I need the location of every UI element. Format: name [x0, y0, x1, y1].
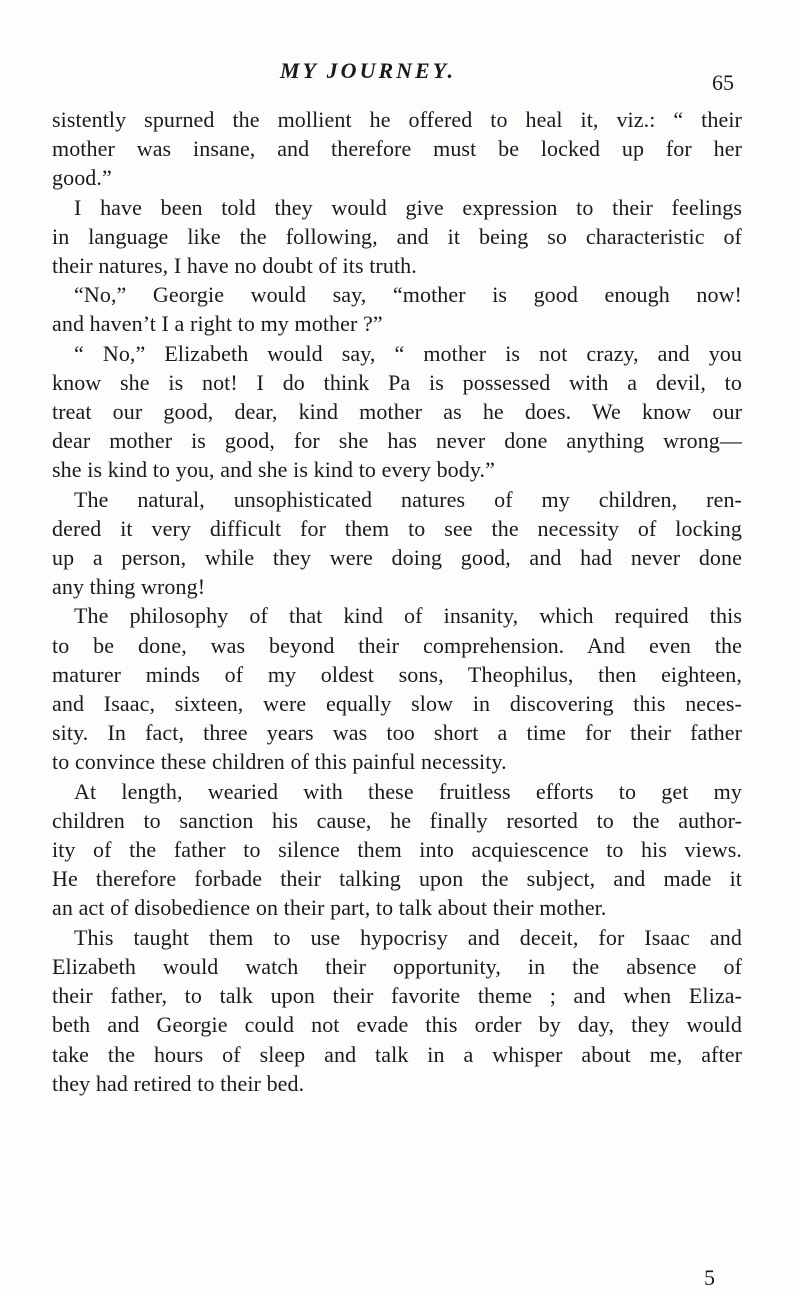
text-line: The natural, unsophisticated natures of my children, ren- — [74, 486, 742, 512]
text-line: know she is not! I do think Pa is possessed with a devil, to — [52, 369, 742, 395]
text-line: Elizabeth would watch their opportunity, in the absence of — [52, 953, 742, 979]
text-line: ity of the father to silence them into acquiescence to his views. — [52, 837, 742, 863]
text-line: sistently spurned the mollient he offered to heal it, viz.: “ their — [52, 107, 742, 132]
text-line: treat our good, dear, kind mother as he does. We know our — [52, 399, 742, 425]
text-line: in language like the following, and it being so characteristic of — [52, 223, 742, 249]
text-line: to convince these children of this painful necessity. — [52, 749, 507, 775]
text-line: and Isaac, sixteen, were equally slow in discovering this neces- — [52, 691, 742, 717]
text-line: to be done, was beyond their comprehension. And even the — [52, 632, 742, 658]
text-line: dered it very difficult for them to see the necessity of locking — [52, 515, 742, 541]
text-line: mother was insane, and therefore must be locked up for her — [52, 136, 742, 162]
text-line: she is kind to you, and she is kind to every body.” — [52, 457, 496, 483]
text-line: At length, wearied with these fruitless efforts to get my — [74, 778, 742, 804]
text-line: and haven’t I a right to my mother ?” — [52, 311, 383, 337]
page-number: 65 — [712, 70, 734, 95]
text-line: good.” — [52, 165, 112, 191]
text-line: up a person, while they were doing good, and had never done — [52, 545, 742, 571]
text-line: I have been told they would give expression to their feelings — [74, 194, 742, 220]
text-line: any thing wrong! — [52, 574, 206, 600]
text-line: take the hours of sleep and talk in a whisper about me, after — [52, 1041, 742, 1067]
text-line: an act of disobedience on their part, to talk about their mother. — [52, 895, 607, 921]
text-line: He therefore forbade their talking upon the subject, and made it — [52, 866, 742, 892]
text-line: their father, to talk upon their favorite theme ; and when Eliza- — [52, 983, 742, 1009]
text-line: “ No,” Elizabeth would say, “ mother is not crazy, and you — [74, 340, 742, 366]
text-line: dear mother is good, for she has never done anything wrong— — [52, 428, 742, 454]
text-line: This taught them to use hypocrisy and deceit, for Isaac and — [74, 924, 742, 950]
text-line: they had retired to their bed. — [52, 1070, 305, 1096]
text-line: beth and Georgie could not evade this order by day, they would — [52, 1012, 742, 1038]
running-head — [0, 58, 800, 98]
text-line: their natures, I have no doubt of its truth. — [52, 253, 417, 279]
text-line: sity. In fact, three years was too short a time for their father — [52, 720, 742, 746]
text-line: “No,” Georgie would say, “mother is good enough now! — [74, 282, 742, 308]
signature-mark: 5 — [704, 1265, 715, 1290]
text-line: children to sanction his cause, he finally resorted to the author- — [52, 807, 742, 833]
running-title: MY JOURNEY. — [280, 58, 456, 83]
body-text — [52, 105, 742, 1098]
text-line: maturer minds of my oldest sons, Theophilus, then eighteen, — [52, 661, 742, 687]
text-line: The philosophy of that kind of insanity, which required this — [74, 603, 742, 629]
